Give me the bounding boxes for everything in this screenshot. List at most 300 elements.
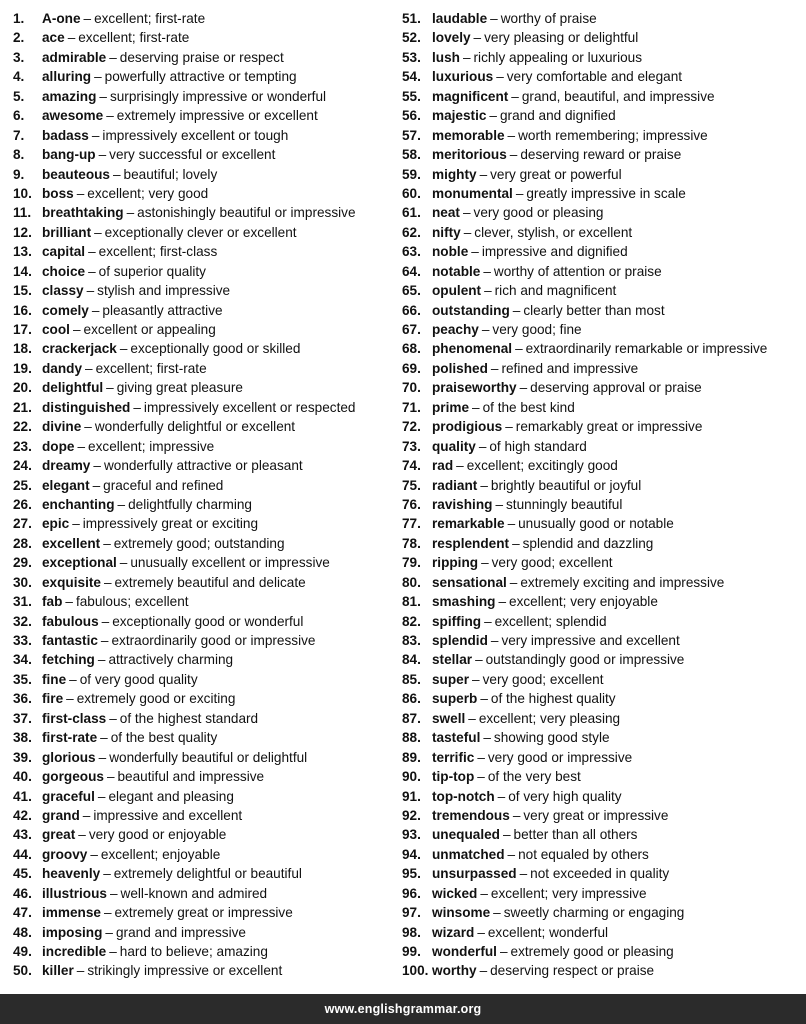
item-word: super [432,671,470,687]
item-text [432,650,684,669]
list-item [402,9,806,28]
list-item [402,28,806,47]
item-text [42,709,258,728]
item-word: tip-top [432,769,475,785]
item-word: dreamy [42,458,91,474]
item-word: nifty [432,224,461,240]
item-number: 100. [402,963,429,979]
item-number: 28. [13,535,32,551]
item-text [432,417,702,436]
list-item [13,145,395,164]
list-item [13,339,395,358]
item-separator: – [99,88,107,104]
item-text [432,359,638,378]
item-text [432,67,682,86]
item-text [432,631,680,650]
item-word: ace [42,30,65,46]
item-separator: – [92,477,101,493]
list-item [13,378,395,397]
item-separator: – [103,535,111,551]
item-text [42,573,306,592]
item-definition: worth remembering; impressive [518,127,708,143]
item-text [432,223,632,242]
item-text [42,9,205,28]
item-separator: – [490,11,498,26]
item-definition: strikingly impressive or excellent [87,963,283,979]
list-item [13,417,395,436]
item-separator: – [497,788,506,804]
item-word: unsurpassed [432,866,517,882]
list-item [402,48,806,67]
item-word: first-class [42,710,107,726]
item-definition: wonderfully attractive or pleasant [103,458,303,474]
item-word: glorious [42,749,96,765]
item-number: 55. [402,88,421,104]
item-separator: – [103,905,112,921]
item-separator: – [472,399,480,415]
list-item [13,320,395,339]
item-definition: impressive and dignified [481,244,628,260]
item-text [42,398,355,417]
item-text [42,87,326,106]
list-item [402,592,806,611]
item-number: 17. [13,322,32,337]
item-separator: – [101,613,110,629]
list-item [402,398,806,417]
item-text [432,864,669,883]
item-number: 3. [13,49,25,65]
item-number: 25. [13,477,32,493]
item-number: 19. [13,360,32,376]
item-definition: brightly beautiful or joyful [490,477,642,493]
item-number: 85. [402,671,421,687]
item-text [42,612,303,631]
item-separator: – [468,710,476,726]
item-separator: – [515,185,524,201]
list-item [13,495,395,514]
item-separator: – [496,69,504,85]
item-separator: – [477,769,485,785]
item-definition: graceful and refined [103,477,224,493]
item-text [432,281,616,300]
item-number: 32. [13,613,32,629]
item-word: alluring [42,69,92,85]
item-separator: – [77,438,86,454]
item-definition: excellent; very impressive [490,885,647,901]
item-number: 48. [13,924,32,940]
item-separator: – [512,302,521,318]
item-separator: – [98,147,107,163]
item-word: wicked [432,885,478,901]
item-number: 27. [13,516,32,532]
item-separator: – [512,535,520,551]
item-number: 75. [402,477,421,493]
item-separator: – [112,166,121,182]
item-word: elegant [42,477,90,493]
item-separator: – [88,263,96,279]
item-word: unmatched [432,846,505,862]
item-separator: – [85,360,93,376]
list-item [402,961,806,980]
item-separator: – [493,905,501,921]
item-word: ravishing [432,496,493,512]
item-separator: – [100,633,109,648]
item-word: lush [432,49,460,65]
item-separator: – [483,263,491,279]
item-definition: fabulous; excellent [75,594,189,610]
list-item [13,650,395,669]
item-text [432,553,613,572]
item-text [432,339,767,358]
item-text [42,106,318,125]
word-list-column-right [402,9,806,981]
item-word: classy [42,283,84,299]
list-item [13,242,395,261]
item-definition: not equaled by others [518,846,649,862]
list-item [402,339,806,358]
item-text [432,806,668,825]
item-definition: rich and magnificent [494,283,617,299]
item-definition: very good or impressive [487,749,633,765]
item-text [42,534,285,553]
item-text [42,126,288,145]
item-definition: deserving respect or praise [490,963,655,979]
list-item [402,787,806,806]
item-separator: – [91,302,100,318]
list-item [13,573,395,592]
item-word: noble [432,244,469,260]
item-number: 86. [402,691,421,707]
item-number: 11. [13,205,32,221]
item-separator: – [509,574,518,590]
item-number: 96. [402,885,421,901]
item-separator: – [72,322,81,337]
item-text [42,514,258,533]
list-item [402,145,806,164]
item-text [42,145,275,164]
item-word: peachy [432,322,479,337]
item-number: 59. [402,166,421,182]
item-text [432,903,684,922]
item-definition: of the highest standard [119,710,259,726]
item-text [42,787,234,806]
item-number: 44. [13,846,32,862]
item-separator: – [481,322,490,337]
item-definition: extraordinarily good or impressive [111,633,316,648]
list-item [13,398,395,417]
list-item [13,553,395,572]
item-number: 30. [13,574,32,590]
item-separator: – [76,963,85,979]
list-item [13,825,395,844]
item-word: remarkable [432,516,505,532]
list-item [13,126,395,145]
item-number: 57. [402,127,421,143]
list-item [13,845,395,864]
item-word: fab [42,594,63,610]
item-separator: – [456,458,464,474]
item-separator: – [78,827,86,843]
list-item [402,631,806,650]
item-number: 36. [13,691,32,707]
item-definition: extremely impressive or excellent [116,108,318,124]
item-word: breathtaking [42,205,124,221]
item-word: wonderful [432,944,497,959]
item-text [42,864,302,883]
item-separator: – [519,866,528,882]
item-definition: of the best quality [110,730,218,746]
list-item [402,903,806,922]
item-number: 31. [13,594,32,610]
item-word: meritorious [432,147,507,163]
item-word: quality [432,438,476,454]
item-definition: of very good quality [79,671,198,687]
item-word: prodigious [432,419,503,435]
item-text [432,923,608,942]
item-text [432,398,575,417]
list-item [402,942,806,961]
item-separator: – [106,769,115,785]
item-text [432,437,587,456]
item-number: 98. [402,924,421,940]
item-word: outstanding [432,302,510,318]
list-item [402,359,806,378]
list-item [13,942,395,961]
item-number: 71. [402,399,421,415]
item-word: awesome [42,108,104,124]
item-text [42,942,268,961]
list-item [13,748,395,767]
item-number: 20. [13,380,32,396]
item-definition: clearly better than most [523,302,665,318]
list-item [402,242,806,261]
item-definition: very successful or excellent [109,147,276,163]
item-word: capital [42,244,86,260]
item-separator: – [72,516,80,532]
item-word: dandy [42,360,83,376]
item-word: lovely [432,30,471,46]
item-separator: – [480,885,488,901]
item-text [42,456,303,475]
item-number: 10. [13,185,32,201]
item-definition: extremely exciting and impressive [520,574,725,590]
item-number: 95. [402,866,421,882]
list-item [13,923,395,942]
list-item [402,262,806,281]
item-definition: wonderfully beautiful or delightful [109,749,308,765]
footer-site-link[interactable]: www.englishgrammar.org [324,1002,482,1016]
item-word: praiseworthy [432,380,517,396]
item-separator: – [109,710,117,726]
list-item [402,553,806,572]
list-item [13,9,395,28]
item-text [42,476,223,495]
item-number: 68. [402,341,421,357]
item-number: 49. [13,944,32,959]
item-text [42,670,198,689]
item-word: first-rate [42,730,98,746]
item-definition: hard to believe; amazing [119,944,268,959]
item-definition: grand and impressive [115,924,246,940]
item-separator: – [106,380,114,396]
item-separator: – [109,944,117,959]
item-word: smashing [432,594,496,610]
item-word: prime [432,399,470,415]
item-definition: of very high quality [508,788,622,804]
item-number: 89. [402,749,421,765]
list-item [13,165,395,184]
item-separator: – [93,458,101,474]
item-definition: sweetly charming or engaging [503,905,685,921]
list-item [13,631,395,650]
item-text [42,806,242,825]
item-definition: deserving approval or praise [530,380,702,396]
item-separator: – [84,419,92,435]
item-text [432,48,642,67]
item-definition: extremely great or impressive [114,905,293,921]
list-item [13,437,395,456]
item-separator: – [462,49,471,65]
item-word: spiffing [432,613,482,629]
item-text [42,417,295,436]
item-definition: beautiful and impressive [117,769,265,785]
item-separator: – [483,730,491,746]
item-number: 21. [13,399,32,415]
list-item [402,534,806,553]
item-number: 61. [402,205,421,221]
item-text [432,592,658,611]
item-word: immense [42,905,101,921]
item-separator: – [66,691,74,707]
item-definition: stylish and impressive [97,283,231,299]
item-word: boss [42,185,74,201]
item-word: killer [42,963,74,979]
item-definition: refined and impressive [501,360,639,376]
item-number: 38. [13,730,32,746]
item-definition: exceptionally good or skilled [130,341,301,357]
item-number: 91. [402,788,421,804]
item-word: polished [432,360,488,376]
item-separator: – [471,244,479,260]
list-item [402,884,806,903]
item-text [42,767,264,786]
list-item [13,301,395,320]
item-text [42,223,297,242]
list-item [402,495,806,514]
list-item [13,87,395,106]
item-number: 73. [402,438,421,454]
item-separator: – [109,885,118,901]
item-number: 39. [13,749,32,765]
item-number: 83. [402,633,421,648]
list-item [13,534,395,553]
item-text [42,165,217,184]
item-separator: – [119,341,128,357]
list-item [402,728,806,747]
item-text [42,689,235,708]
list-item [13,709,395,728]
item-word: graceful [42,788,95,804]
item-separator: – [484,283,492,299]
item-word: worthy [432,963,477,979]
item-word: exquisite [42,574,101,590]
item-definition: impressively excellent or tough [102,127,289,143]
item-word: magnificent [432,88,509,104]
list-item [402,689,806,708]
item-definition: deserving reward or praise [520,147,682,163]
item-definition: excellent; first-class [98,244,218,260]
item-word: tremendous [432,807,510,823]
item-number: 81. [402,594,421,610]
item-number: 66. [402,302,421,318]
item-number: 43. [13,827,32,843]
item-word: laudable [432,11,488,26]
footer-bar [0,994,806,1024]
item-word: luxurious [432,69,494,85]
item-word: heavenly [42,866,101,882]
item-definition: wonderfully delightful or excellent [94,419,296,435]
item-definition: very great or powerful [490,166,622,182]
item-text [42,301,223,320]
item-number: 18. [13,341,32,357]
item-text [432,9,597,28]
item-definition: extremely good or pleasing [510,944,674,959]
list-item [13,476,395,495]
item-word: fine [42,671,67,687]
item-separator: – [489,108,497,124]
item-word: incredible [42,944,107,959]
item-number: 40. [13,769,32,785]
item-definition: excellent; first-rate [94,11,206,26]
item-word: comely [42,302,89,318]
item-number: 53. [402,49,421,65]
item-separator: – [126,205,135,221]
item-number: 47. [13,905,32,921]
item-definition: worthy of praise [500,11,597,26]
item-definition: extremely delightful or beautiful [113,866,302,882]
item-number: 76. [402,496,421,512]
item-definition: excellent; excitingly good [466,458,618,474]
item-separator: – [76,185,85,201]
item-separator: – [515,341,523,357]
item-word: enchanting [42,496,115,512]
item-text [42,184,208,203]
item-definition: beautiful; lovely [123,166,218,182]
item-text [42,748,307,767]
item-number: 54. [402,69,421,85]
item-word: bang-up [42,147,96,163]
item-text [432,787,622,806]
item-separator: – [502,827,511,843]
list-item [402,203,806,222]
item-definition: not exceeded in quality [530,866,670,882]
item-separator: – [117,496,126,512]
item-number: 78. [402,535,421,551]
item-text [42,592,189,611]
item-text [42,281,230,300]
item-definition: excellent; impressive [88,438,215,454]
item-number: 58. [402,147,421,163]
item-word: divine [42,419,82,435]
item-text [432,203,604,222]
item-definition: astonishingly beautiful or impressive [137,205,356,221]
item-separator: – [507,127,516,143]
item-word: mighty [432,166,477,182]
list-item [13,281,395,300]
item-separator: – [479,963,488,979]
item-definition: exceptionally good or wonderful [112,613,304,629]
item-definition: very comfortable and elegant [506,69,683,85]
